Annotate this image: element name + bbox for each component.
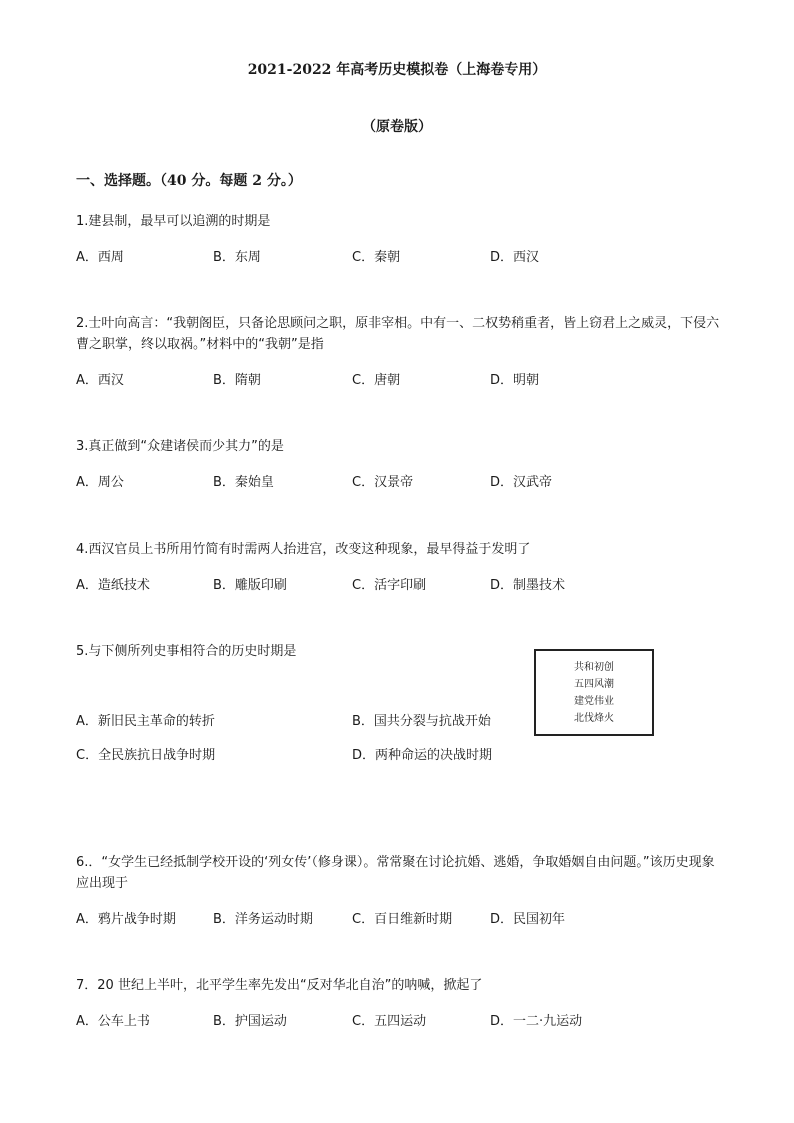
event-line-4: 北伐烽火: [574, 712, 614, 724]
question-2-option-a[interactable]: A．西汉: [76, 373, 124, 388]
question-5-event-box: [534, 649, 654, 736]
question-7-option-d[interactable]: D．一二·九运动: [490, 1014, 583, 1029]
question-4-option-b[interactable]: B．雕版印刷: [213, 578, 287, 593]
question-1-option-d[interactable]: D．西汉: [490, 250, 540, 265]
question-3-option-c[interactable]: C．汉景帝: [352, 475, 414, 490]
question-5-option-c[interactable]: C．全民族抗日战争时期: [76, 748, 216, 763]
question-5-options-row-1: [76, 710, 526, 730]
section-heading: 一、选择题。（40 分。每题 2 分。）: [76, 173, 302, 189]
question-6-option-c[interactable]: C．百日维新时期: [352, 912, 453, 927]
event-line-1: 共和初创: [574, 661, 614, 673]
question-5-option-a[interactable]: A．新旧民主革命的转折: [76, 714, 215, 729]
exam-title: 2021-2022 年高考历史模拟卷（上海卷专用）: [247, 62, 547, 78]
question-1-option-c[interactable]: C．秦朝: [352, 250, 401, 265]
question-4-options: [76, 574, 676, 594]
exam-subtitle: （原卷版）: [362, 119, 432, 135]
question-3-option-b[interactable]: B．秦始皇: [213, 475, 274, 490]
question-6-option-b[interactable]: B．洋务运动时期: [213, 912, 313, 927]
question-1-options: [76, 246, 676, 266]
question-2-stem: 2.士叶向高言：“我朝阁臣，只备论思顾问之职，原非宰相。中有一、二权势稍重者，皆上窃君上之威灵，下侵六曹之职掌，终以取祸。”材料中的“我朝”是指: [76, 316, 720, 352]
question-2-option-c[interactable]: C．唐朝: [352, 373, 401, 388]
question-4-option-d[interactable]: D．制墨技术: [490, 578, 566, 593]
question-6-options: [76, 908, 676, 928]
question-3-stem: 3.真正做到“众建诸侯而少其力”的是: [76, 439, 284, 454]
question-5-option-b[interactable]: B．国共分裂与抗战开始: [352, 714, 491, 729]
question-5-stem: 5.与下侧所列史事相符合的历史时期是: [76, 644, 297, 659]
question-4-stem: 4.西汉官员上书所用竹简有时需两人抬进宫，改变这种现象，最早得益于发明了: [76, 542, 531, 557]
question-7-option-b[interactable]: B．护国运动: [213, 1014, 287, 1029]
question-3-option-d[interactable]: D．汉武帝: [490, 475, 553, 490]
question-1-option-a[interactable]: A．西周: [76, 250, 124, 265]
question-7-option-c[interactable]: C．五四运动: [352, 1014, 427, 1029]
question-3-option-a[interactable]: A．周公: [76, 475, 124, 490]
question-7-option-a[interactable]: A．公车上书: [76, 1014, 150, 1029]
question-5-option-d[interactable]: D．两种命运的决战时期: [352, 748, 493, 763]
question-7-options: [76, 1010, 676, 1030]
question-2-option-d[interactable]: D．明朝: [490, 373, 540, 388]
question-6-stem: 6.．“女学生已经抵制学校开设的‘列女传’（修身课）。常常聚在讨论抗婚、逃婚，争取婚姻自由问题。”该历史现象应出现于: [76, 855, 715, 891]
question-4-option-a[interactable]: A．造纸技术: [76, 578, 150, 593]
question-6-option-d[interactable]: D．民国初年: [490, 912, 566, 927]
question-4-option-c[interactable]: C．活字印刷: [352, 578, 427, 593]
event-line-3: 建党伟业: [574, 695, 614, 707]
question-6-option-a[interactable]: A．鸦片战争时期: [76, 912, 176, 927]
question-7-stem: 7．20 世纪上半叶，北平学生率先发出“反对华北自治”的呐喊，掀起了: [76, 978, 483, 993]
question-2-options: [76, 369, 676, 389]
question-5-options-row-2: [76, 744, 526, 764]
question-1-stem: 1.建县制，最早可以追溯的时期是: [76, 214, 271, 229]
event-line-2: 五四风潮: [574, 678, 614, 690]
question-1-option-b[interactable]: B．东周: [213, 250, 261, 265]
question-2-option-b[interactable]: B．隋朝: [213, 373, 261, 388]
question-3-options: [76, 471, 676, 491]
